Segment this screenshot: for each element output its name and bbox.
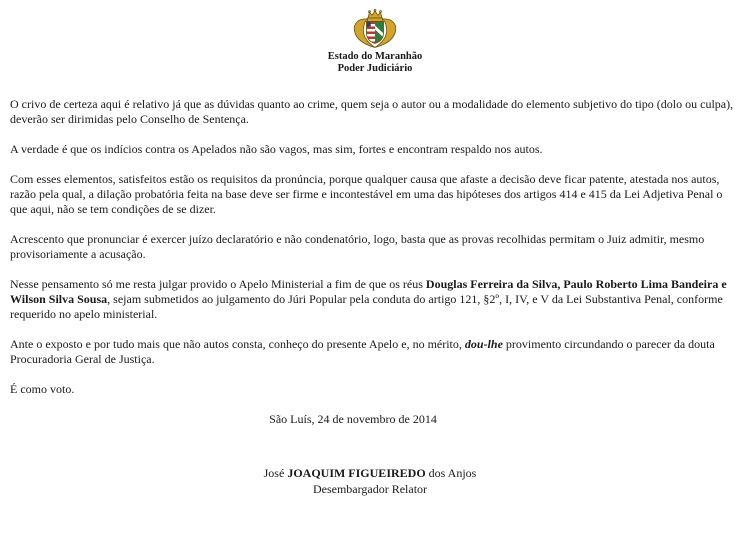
signature-block [10,465,738,497]
document-paragraph: Acrescento que pronunciar é exercer juízo declaratório e não condenatório, logo, basta que as provas recolhidas permitam o Juiz admitir, mesmo provisoriamente a acusação. [10,232,705,261]
signature-role: Desembargador Relator [312,482,428,496]
document-paragraph: Nesse pensamento só me resta julgar provido o Apelo Ministerial a fim de que os réus Douglas Ferreira da Silva, Paulo Roberto Lima Bandeira e Wilson Silva Sousa, sejam submetidos ao julgamento do Júri Popular pela conduta do artigo 121, §2º, I, IV, e V da Lei Substantiva Penal, conforme requerido no apelo ministerial. [10,277,727,321]
document-paragraph: A verdade é que os indícios contra os Apelados não são vagos, mas sim, fortes e encontram respaldo nos autos. [10,142,543,156]
date-line: São Luís, 24 de novembro de 2014 [269,412,437,426]
maranhao-coat-of-arms-icon [351,9,399,49]
letterhead [0,0,750,75]
document-paragraph: O crivo de certeza aqui é relativo já que as dúvidas quanto ao crime, quem seja o autor ou a modalidade do elemento subjetivo do tipo (dolo ou culpa), deverão ser dirimidas pelo Conselho de Sentença. [10,97,734,126]
department-name: Poder Judiciário [337,63,413,74]
document-paragraph: Com esses elementos, satisfeitos estão os requisitos da pronúncia, porque qualquer causa que afaste a decisão deve ficar patente, atestada nos autos, razão pela qual, a dilação probatória feita na base deve ser firme e incontestável em uma das hipóteses dos artigos 414 e 415 da Lei Adjetiva Penal o que aqui, não se tem condições de se dizer. [10,172,723,216]
signature-name: José JOAQUIM FIGUEIREDO dos Anjos [263,466,477,480]
document-body [0,75,750,497]
institution-name: Estado do Maranhão [327,51,423,62]
document-paragraph: Ante o exposto e por tudo mais que não autos consta, conheço do presente Apelo e, no mérito, dou-lhe provimento circundando o parecer da douta Procuradoria Geral de Justiça. [10,337,715,366]
document-paragraph: É como voto. [10,382,75,396]
